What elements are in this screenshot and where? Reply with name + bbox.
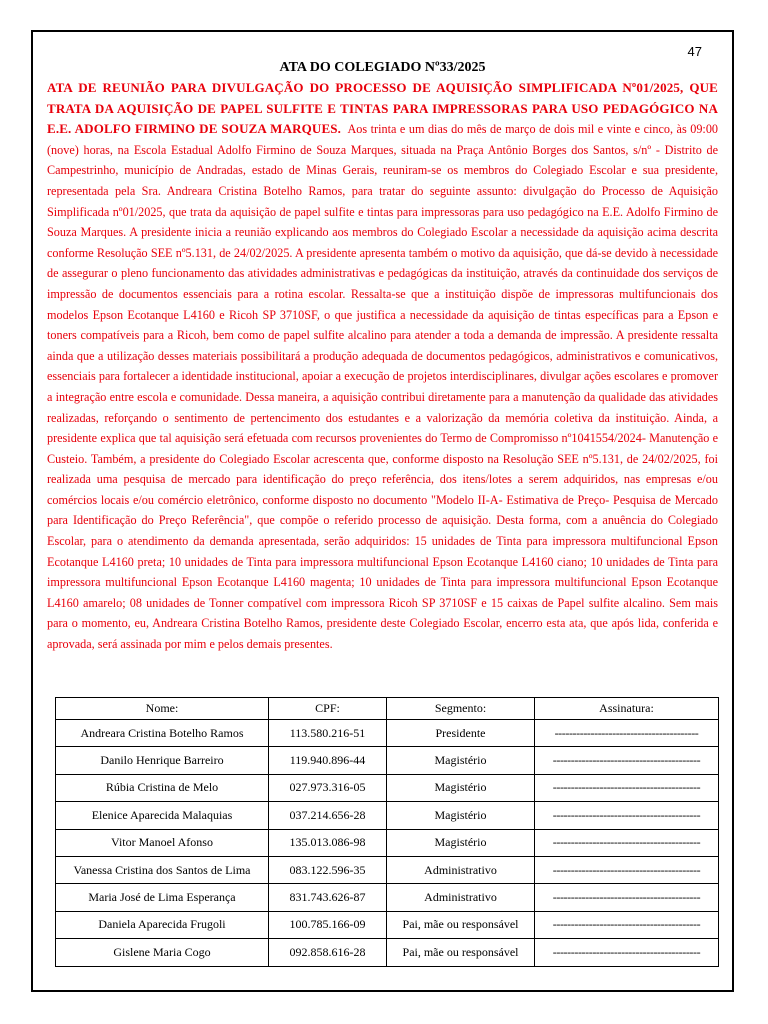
- member-signature-line: -----------------------------------------: [535, 939, 719, 966]
- header-name: Nome:: [56, 698, 269, 720]
- member-segment: Administrativo: [387, 856, 535, 883]
- member-signature-line: -----------------------------------------: [535, 747, 719, 774]
- member-name: Gislene Maria Cogo: [56, 939, 269, 966]
- page-number: 47: [687, 44, 702, 59]
- header-signature: Assinatura:: [535, 698, 719, 720]
- member-cpf: 092.858.616-28: [269, 939, 387, 966]
- header-segment: Segmento:: [387, 698, 535, 720]
- table-row: [56, 911, 719, 938]
- table-row: [56, 802, 719, 829]
- member-cpf: 119.940.896-44: [269, 747, 387, 774]
- member-segment: Magistério: [387, 774, 535, 801]
- table-row: [56, 939, 719, 966]
- minutes-text: [47, 78, 718, 655]
- member-segment: Magistério: [387, 802, 535, 829]
- member-name: Andreara Cristina Botelho Ramos: [56, 720, 269, 747]
- member-signature-line: -----------------------------------------: [535, 802, 719, 829]
- member-segment: Presidente: [387, 720, 535, 747]
- member-cpf: 135.013.086-98: [269, 829, 387, 856]
- member-name: Vanessa Cristina dos Santos de Lima: [56, 856, 269, 883]
- member-signature-line: -----------------------------------------: [535, 856, 719, 883]
- table-header-row: [56, 698, 719, 720]
- member-name: Vitor Manoel Afonso: [56, 829, 269, 856]
- table-row: [56, 720, 719, 747]
- member-segment: Pai, mãe ou responsável: [387, 939, 535, 966]
- attendance-table: [55, 697, 719, 967]
- member-cpf: 083.122.596-35: [269, 856, 387, 883]
- minutes-heading: ATA DE REUNIÃO PARA DIVULGAÇÃO DO PROCESSO DE AQUISIÇÃO SIMPLIFICADA Nº01/2025, QUE TRATA DA AQUISIÇÃO DE PAPEL SULFITE E TINTAS PARA IMPRESSORAS PARA USO PEDAGÓGICO NA E.E. ADOLFO FIRMINO DE SOUZA MARQUES.: [47, 80, 718, 137]
- member-cpf: 027.973.316-05: [269, 774, 387, 801]
- member-name: Maria José de Lima Esperança: [56, 884, 269, 911]
- member-signature-line: -----------------------------------------: [535, 829, 719, 856]
- header-cpf: CPF:: [269, 698, 387, 720]
- member-segment: Administrativo: [387, 884, 535, 911]
- page-frame: [31, 30, 734, 992]
- member-signature-line: -----------------------------------------: [535, 884, 719, 911]
- member-signature-line: -----------------------------------------: [535, 774, 719, 801]
- member-segment: Pai, mãe ou responsável: [387, 911, 535, 938]
- member-signature-line: ----------------------------------------: [535, 720, 719, 747]
- table-row: [56, 884, 719, 911]
- table-row: [56, 747, 719, 774]
- minutes-body: Aos trinta e um dias do mês de março de dois mil e vinte e cinco, às 09:00 (nove) horas, na Escola Estadual Adolfo Firmino de Souza Marques, situada na Praça Antônio Borges dos Santos, s/nº - Distrito de Campestrinho, município de Andradas, estado de Minas Gerais, reuniram-se os membros do Colegiado Escolar e sua presidente, representada pela Sra. Andreara Cristina Botelho Ramos, para tratar do seguinte assunto: divulgação do Processo de Aquisição Simplificada nº01/2025, que trata da aquisição de papel sulfite e tintas para impressoras para uso pedagógico na E.E. Adolfo Firmino de Souza Marques. A presidente inicia a reunião explicando aos membros do Colegiado Escolar a necessidade da aquisição acima descrita conforme Resolução SEE nº5.131, de 24/02/2025. A presidente apresenta também o motivo da aquisição, que dá-se devido à necessidade de assegurar o pleno funcionamento das atividades administrativas e pedagógicas da instituição, através da continuidade dos serviços de impressão de documentos essenciais para a rotina escolar. Ressalta-se que a instituição dispõe de impressoras multifuncionais dos modelos Epson Ecotanque L4160 e Ricoh SP 3710SF, o que justifica a necessidade da aquisição de tintas específicas para a Epson e toners compatíveis para a Ricoh, bem como de papel sulfite alcalino para atender a toda a demanda de impressão. A presidente ressalta ainda que a utilização desses materiais possibilitará a produção adequada de documentos pedagógicos, administrativos e comunicativos, essenciais para fortalecer a identidade institucional, apoiar a execução de projetos interdisciplinares, divulgar ações escolares e promover a integração entre escola e comunidade. Dessa maneira, a aquisição contribui diretamente para a manutenção da qualidade das atividades realizadas, reforçando o sentimento de pertencimento dos estudantes e a valorização da memória coletiva da instituição. Ainda, a presidente explica que tal aquisição será efetuada com recursos provenientes do Termo de Compromisso nº1041554/2024- Manutenção e Custeio. Também, a presidente do Colegiado Escolar acrescenta que, conforme disposto na Resolução SEE nº5.131, de 24/02/2025, foi realizada uma pesquisa de mercado para identificação do preço referência, dos itens/lotes a serem adquiridos, nas empresas e/ou comércios locais e/ou comércio eletrônico, conforme disposto no documento "Modelo II-A- Estimativa de Preço- Pesquisa de Mercado para Identificação do Preço Referência", que compõe o referido processo de aquisição. Desta forma, com a anuência do Colegiado Escolar, para o atendimento da demanda apresentada, serão adquiridos: 15 unidades de Tinta para impressora multifuncional Epson Ecotanque L4160 preta; 10 unidades de Tinta para impressora multifuncional Epson Ecotanque L4160 ciano; 10 unidades de Tinta para impressora multifuncional Epson Ecotanque L4160 magenta; 10 unidades de Tinta para impressora multifuncional Epson Ecotanque L4160 amarelo; 08 unidades de Tonner compatível com impressora Ricoh SP 3710SF e 15 caixas de Papel sulfite alcalino. Sem mais para o momento, eu, Andreara Cristina Botelho Ramos, presidente deste Colegiado Escolar, encerro esta ata, que após lida, conferida e aprovada, será assinada por mim e pelos demais presentes.: [47, 122, 719, 652]
- table-row: [56, 774, 719, 801]
- member-segment: Magistério: [387, 747, 535, 774]
- member-name: Elenice Aparecida Malaquias: [56, 802, 269, 829]
- member-name: Daniela Aparecida Frugoli: [56, 911, 269, 938]
- member-cpf: 113.580.216-51: [269, 720, 387, 747]
- member-name: Danilo Henrique Barreiro: [56, 747, 269, 774]
- document-title: ATA DO COLEGIADO Nº33/2025: [279, 60, 486, 75]
- member-cpf: 100.785.166-09: [269, 911, 387, 938]
- member-signature-line: -----------------------------------------: [535, 911, 719, 938]
- member-cpf: 831.743.626-87: [269, 884, 387, 911]
- member-cpf: 037.214.656-28: [269, 802, 387, 829]
- member-segment: Magistério: [387, 829, 535, 856]
- member-name: Rúbia Cristina de Melo: [56, 774, 269, 801]
- table-row: [56, 856, 719, 883]
- table-row: [56, 829, 719, 856]
